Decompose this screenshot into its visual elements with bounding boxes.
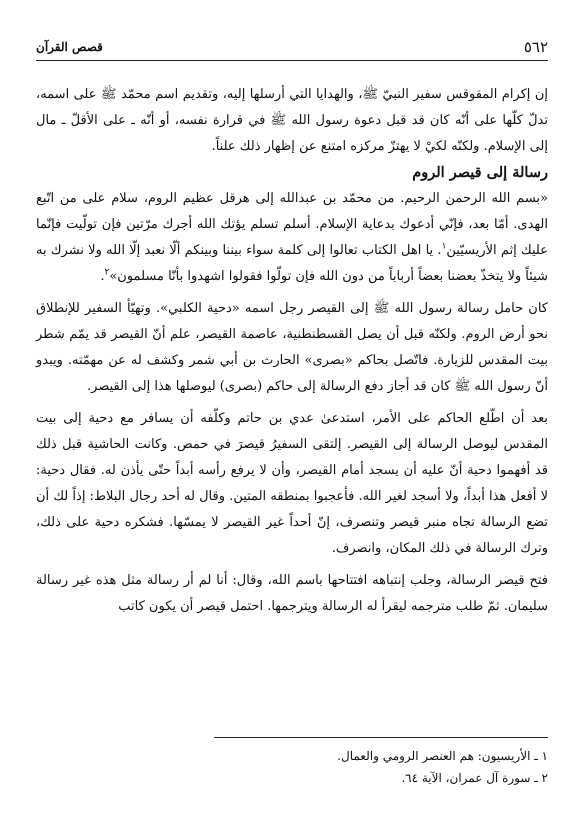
- letter-text-continued: . يا اهل الكتاب تعالوا إلى كلمة سواء بيننا وبينكم ألّا نعبد إلّا الله ولا نشرك به شيئاً ولا يتخذّ بعضنا بعضاً أرباباً من دون الله فإن تولّوا فقولوا اشهدوا بأنّا مسلمون»: [36, 243, 548, 284]
- paragraph: فتح قيصر الرسالة، وجلب إنتباهه افتتاحها باسم الله، وقال: أنا لم أر رسالة مثل هذه غير رسالة سليمان. ثمّ طلب مترجمه ليقرأ له الرسالة ويترجمها. احتمل قيصر أن يكون كاتب: [36, 573, 548, 614]
- page-number: ٥٦٢: [523, 38, 548, 56]
- footnote-ref-2[interactable]: ٢: [104, 267, 110, 278]
- footnote-divider: [214, 737, 548, 738]
- letter-paragraph: [36, 186, 548, 290]
- paragraph: كان حامل رسالة رسول الله ﷺ إلى القيصر رجل اسمه «دحية الكلبي». وتهيّأ السفير للإنطلاق نحو أرض الروم. ولكنّه قبل أن يصل القسطنطنية، عاصمة القيصر، علم أنّ القيصر قد يمّم شطر بيت المقدس للزيارة. فاتّصل بحاكم «بصرى» الحارث بن أبي شمر وكشف له عن مهمّته. ويبدو أنّ رسول الله ﷺ كان قد أجاز دفع الرسالة إلى حاكم (بصرى) ليوصلها هذا إلى القيصر.: [36, 301, 548, 394]
- paragraph: إن إكرام المقوقس سفير النبيّ ﷺ، والهدايا التي أرسلها إليه، وتقديم اسم محمّد ﷺ على اسمه، تدلّ كلّها على أنّه كان قد قبل دعوة رسول الله ﷺ في قرارة نفسه، أو أنّه ـ على الأقلّ ـ مال إلى الإسلام. ولكنّه لكيْ لا يهتزّ مركزه امتنع عن إظهار ذلك علناً.: [36, 87, 548, 154]
- paragraph: بعد أن اطّلع الحاكم على الأمر، استدعىٰ عدي بن حاتم وكلّفه أن يسافر مع دحية إلى بيت المقدس ليوصل الرسالة إلى القيصر. إلتقى السفيرُ قيصرَ في حمص. وكانت الحاشية قبل ذلك قد أفهموا دحية أنّ عليه أن يسجد أمام القيصر، وأن لا يرفع رأسه أبداً حتّى يأذن له. فقال دحية: لا أفعل هذا أبداً، ولا أسجد لغير الله. فأعجبوا بمنطقه المتين. وقال له أحد رجال البلاط: إذاً لك أن تضع الرسالة تجاه منبر قيصر وتنصرف، إنّ أحداً غير القيصر لا يمسّها. فشكره دحية على ذلك، وترك الرسالة في ذلك المكان، وانصرف.: [36, 411, 548, 556]
- letter-end: .: [100, 269, 105, 284]
- section-heading: رسالة إلى قيصر الروم: [412, 164, 548, 181]
- main-text: [36, 82, 548, 620]
- running-title: قصص القرآن: [36, 40, 103, 54]
- footnote-ref-1[interactable]: ١: [441, 241, 447, 252]
- footnotes: [36, 745, 548, 789]
- page-header: [36, 34, 548, 61]
- footnote: ٢ ـ سورة آل عمران، الآية ٦٤.: [401, 771, 548, 785]
- footnote: ١ ـ الأريسيون: هم العنصر الرومي والعمال.: [337, 749, 548, 763]
- letter-text: «بسم الله الرحمن الرحيم. من محمّد بن عبدالله إلى هرقل عظيم الروم، سلام على من اتّبع الهدى. أمّا بعد، فإنّي أدعوك بدعاية الإسلام. أسلم تسلم يؤتك الله أجرك مرّتين فإن تولّيت فإنّما عليك إثم الأريسيّين: [36, 191, 548, 258]
